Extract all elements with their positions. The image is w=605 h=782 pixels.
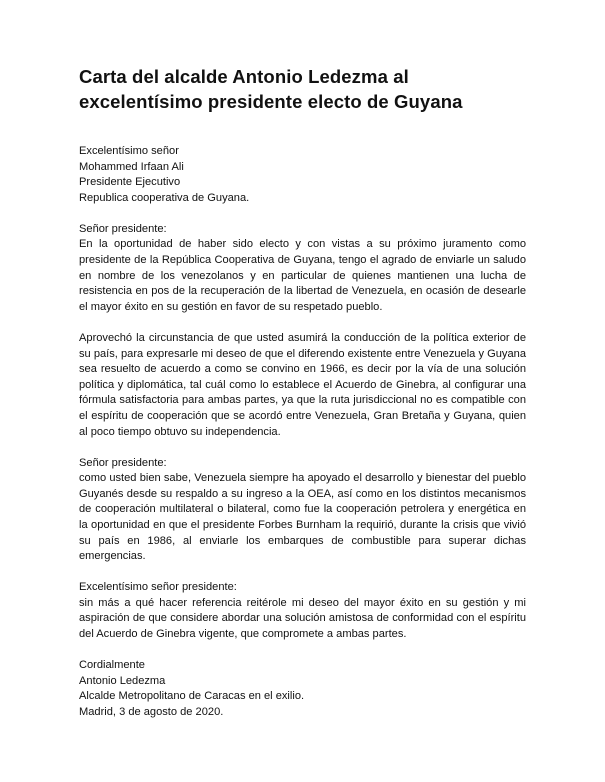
section-4: [79, 580, 526, 642]
addressee-block: [79, 144, 526, 206]
section-3: [79, 456, 526, 565]
section-1: [79, 222, 526, 316]
salutation: Señor presidente:: [79, 222, 167, 235]
addressee-line: Republica cooperativa de Guyana.: [79, 191, 250, 204]
letter-page: [79, 64, 526, 736]
letter-date: Madrid, 3 de agosto de 2020.: [79, 705, 224, 718]
paragraph-1: En la oportunidad de haber sido electo y con vistas a su próximo juramento como presidente de la República Cooperativa de Guyana, tengo el agrado de enviarle un saludo en nombre de los venezolanos y en particular de quienes mantienen una lucha de resistencia en pos de la recuperación de la libertad de Venezuela, en ocasión de desearle el mayor éxito en su gestión en favor de su respetado pueblo.: [79, 238, 526, 313]
paragraph-3: como usted bien sabe, Venezuela siempre ha apoyado el desarrollo y bienestar del pueblo Guyanés desde su respaldo a su ingreso a la OEA, así como en los distintos mecanismos de cooperación multilateral o bilateral, como fue la cooperación petrolera y energética en la oportunidad en que el presidente Forbes Burnham la requirió, durante la crisis que vivió su país en 1986, al enviarle los embarques de combustible para superar dichas emergencias.: [79, 472, 526, 563]
paragraph-2: Aprovechó la circunstancia de que usted asumirá la conducción de la política exterior de su país, para expresarle mi deseo de que el diferendo existente entre Venezuela y Guyana sea resuelto de acuerdo a como se convino en 1966, es decir por la vía de una solución política y diplomática, tal cuál como lo establece el Acuerdo de Ginebra, al configurar una fórmula satisfactoria para ambas partes, ya que la ruta jurisdiccional no es compatible con el espíritu de cooperación que se acordó entre Venezuela, Gran Bretaña y Guyana, quien al poco tiempo obtuvo su independencia.: [79, 331, 526, 438]
paragraph-4: sin más a qué hacer referencia reitérole mi deseo del mayor éxito en su gestión y mi aspiración de que considere abordar una solución amistosa de conformidad con el espíritu del Acuerdo de Ginebra vigente, que compromete a ambas partes.: [79, 596, 526, 641]
addressee-line: Excelentísimo señor: [79, 145, 179, 157]
signer-title: Alcalde Metropolitano de Caracas en el exilio.: [79, 690, 305, 703]
addressee-line: Presidente Ejecutivo: [79, 176, 181, 189]
letter-title: Carta del alcalde Antonio Ledezma al excelentísimo presidente electo de Guyana: [79, 66, 463, 112]
closing-line: Cordialmente: [79, 659, 145, 672]
signer-name: Antonio Ledezma: [79, 674, 166, 687]
salutation: Excelentísimo señor presidente:: [79, 581, 237, 594]
closing-block: [79, 658, 526, 720]
section-2: [79, 331, 526, 440]
addressee-line: Mohammed Irfaan Ali: [79, 160, 184, 173]
salutation: Señor presidente:: [79, 456, 167, 469]
